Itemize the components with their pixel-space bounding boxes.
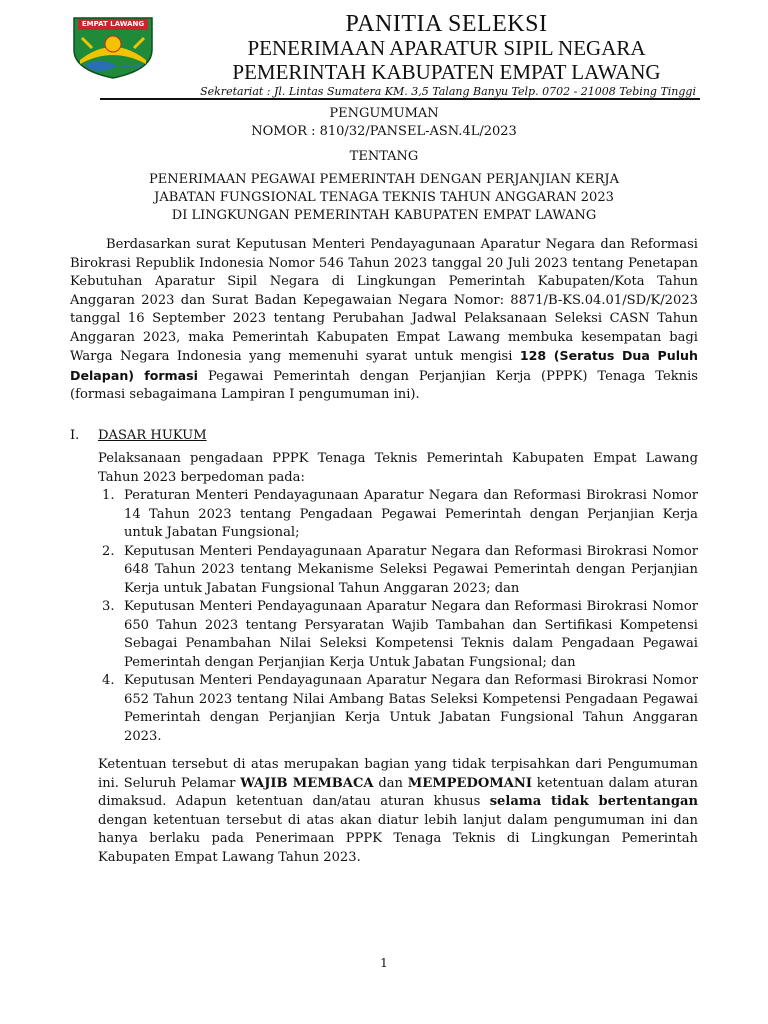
section-1-number: I. (70, 428, 80, 443)
closing-text-3: ketentuan dalam aturan dimaksud. Adapun ketentuan dan/atau aturan khusus (98, 775, 698, 809)
intro-text-a: Berdasarkan surat Keputusan Menteri Pendayagunaan Aparatur Negara dan Reformasi Birokrasi Republik Indonesia Nomor 546 Tahun 2023 tanggal 20 Juli 2023 tentang Penetapan Kebutuhan Aparatur Sipil Negara di Lingkungan Pemerintah Kabupaten/Kota Tahun Anggaran 2023 dan Surat Badan Kepegawaian Negara Nomor: 8871/B-KS.04.01/SD/K/2023 tanggal 16 September 2023 tentang Perubahan Jadwal Pelaksanaan Seleksi CASN Tahun Anggaran 2023, maka Pemerintah Kabupaten Empat Lawang membuka kesempatan bagi Warga Negara Indonesia yang memenuhi syarat untuk mengisi (70, 237, 698, 364)
committee-subtitle-2: PEMERINTAH KABUPATEN EMPAT LAWANG (232, 60, 661, 84)
announcement-number: NOMOR : 810/32/PANSEL-ASN.4L/2023 (251, 124, 517, 139)
closing-paragraph (98, 756, 698, 867)
subject-line-1: PENERIMAAN PEGAWAI PEMERINTAH DENGAN PERJANJIAN KERJA (148, 172, 620, 187)
list-item-number: 3. (102, 599, 115, 614)
logo-text: EMPAT LAWANG (81, 20, 145, 28)
list-item-number: 1. (102, 488, 115, 503)
closing-bold-1: WAJIB MEMBACA (240, 775, 374, 791)
list-item-number: 4. (102, 673, 115, 688)
section-1-lead: Pelaksanaan pengadaan PPPK Tenaga Teknis Pemerintah Kabupaten Empat Lawang Tahun 2023 berpedoman pada: (98, 451, 698, 485)
list-item-text: Keputusan Menteri Pendayagunaan Aparatur Negara dan Reformasi Birokrasi Nomor 652 Tahun 2023 tentang Nilai Ambang Batas Seleksi Kompetensi Pengadaan Pegawai Pemerintah dengan Perjanjian Kerja Untuk Jabatan Fungsional Tahun Anggaran 2023. (124, 673, 698, 744)
letterhead-divider (100, 98, 700, 100)
legal-basis-list (98, 487, 698, 746)
intro-text-b: Pegawai Pemerintah dengan Perjanjian Kerja (PPPK) Tenaga Teknis (formasi sebagaimana Lampiran I pengumuman ini). (70, 368, 698, 402)
committee-subtitle-1: PENERIMAAN APARATUR SIPIL NEGARA (247, 36, 646, 60)
closing-text-4: dengan ketentuan tersebut di atas akan diatur lebih lanjut dalam pengumuman ini dan hanya berlaku pada Penerimaan PPPK Tenaga Teknis di Lingkungan Pemerintah Kabupaten Empat Lawang Tahun 2023. (98, 812, 698, 865)
page-number: 1 (380, 956, 388, 970)
announcement-about: TENTANG (349, 149, 419, 164)
list-item-text: Peraturan Menteri Pendayagunaan Aparatur Negara dan Reformasi Birokrasi Nomor 14 Tahun 2023 tentang Pengadaan Pegawai Pemerintah dengan Perjanjian Kerja untuk Jabatan Fungsional; (124, 488, 698, 540)
subject-line-3: DI LINGKUNGAN PEMERINTAH KABUPATEN EMPAT LAWANG (171, 208, 597, 223)
section-1-heading (70, 428, 207, 443)
section-1-body (98, 450, 698, 867)
section-1-title: DASAR HUKUM (98, 428, 207, 443)
list-item (98, 543, 698, 599)
list-item (98, 672, 698, 746)
closing-bold-3: selama tidak bertentangan (489, 794, 698, 809)
list-item (98, 487, 698, 543)
list-item-number: 2. (102, 543, 115, 559)
closing-text-1: Ketentuan tersebut di atas merupakan bagian yang tidak terpisahkan dari Pengumuman ini. Seluruh Pelamar (98, 757, 698, 791)
closing-text-2: dan (373, 775, 408, 791)
intro-paragraph (70, 236, 698, 405)
list-item-text: Keputusan Menteri Pendayagunaan Aparatur Negara dan Reformasi Birokrasi Nomor 650 Tahun 2023 tentang Persyaratan Wajib Tambahan dan Sertifikasi Kompetensi Sebagai Penambahan Nilai Seleksi Kompetensi Teknis dalam Pengadaan Pegawai Pemerintah dengan Perjanjian Kerja Untuk Jabatan Fungsional; dan (124, 599, 698, 670)
intro-formation-count: 128 (Seratus Dua Puluh Delapan) formasi (70, 348, 698, 383)
subject-line-2: JABATAN FUNGSIONAL TENAGA TEKNIS TAHUN ANGGARAN 2023 (154, 190, 614, 205)
closing-bold-2: MEMPEDOMANI (407, 775, 533, 791)
list-item-text: Keputusan Menteri Pendayagunaan Aparatur Negara dan Reformasi Birokrasi Nomor 648 Tahun 2023 tentang Mekanisme Seleksi Pegawai Pemerintah dengan Perjanjian Kerja untuk Jabatan Fungsional Tahun Anggaran 2023; dan (124, 543, 698, 596)
secretariat-address: Sekretariat : Jl. Lintas Sumatera KM. 3,5 Talang Banyu Telp. 0702 - 21008 Tebing Tinggi (200, 85, 696, 98)
announcement-label: PENGUMUMAN (329, 106, 439, 121)
regency-logo (70, 14, 156, 80)
list-item (98, 598, 698, 672)
committee-title: PANITIA SELEKSI (345, 11, 548, 37)
